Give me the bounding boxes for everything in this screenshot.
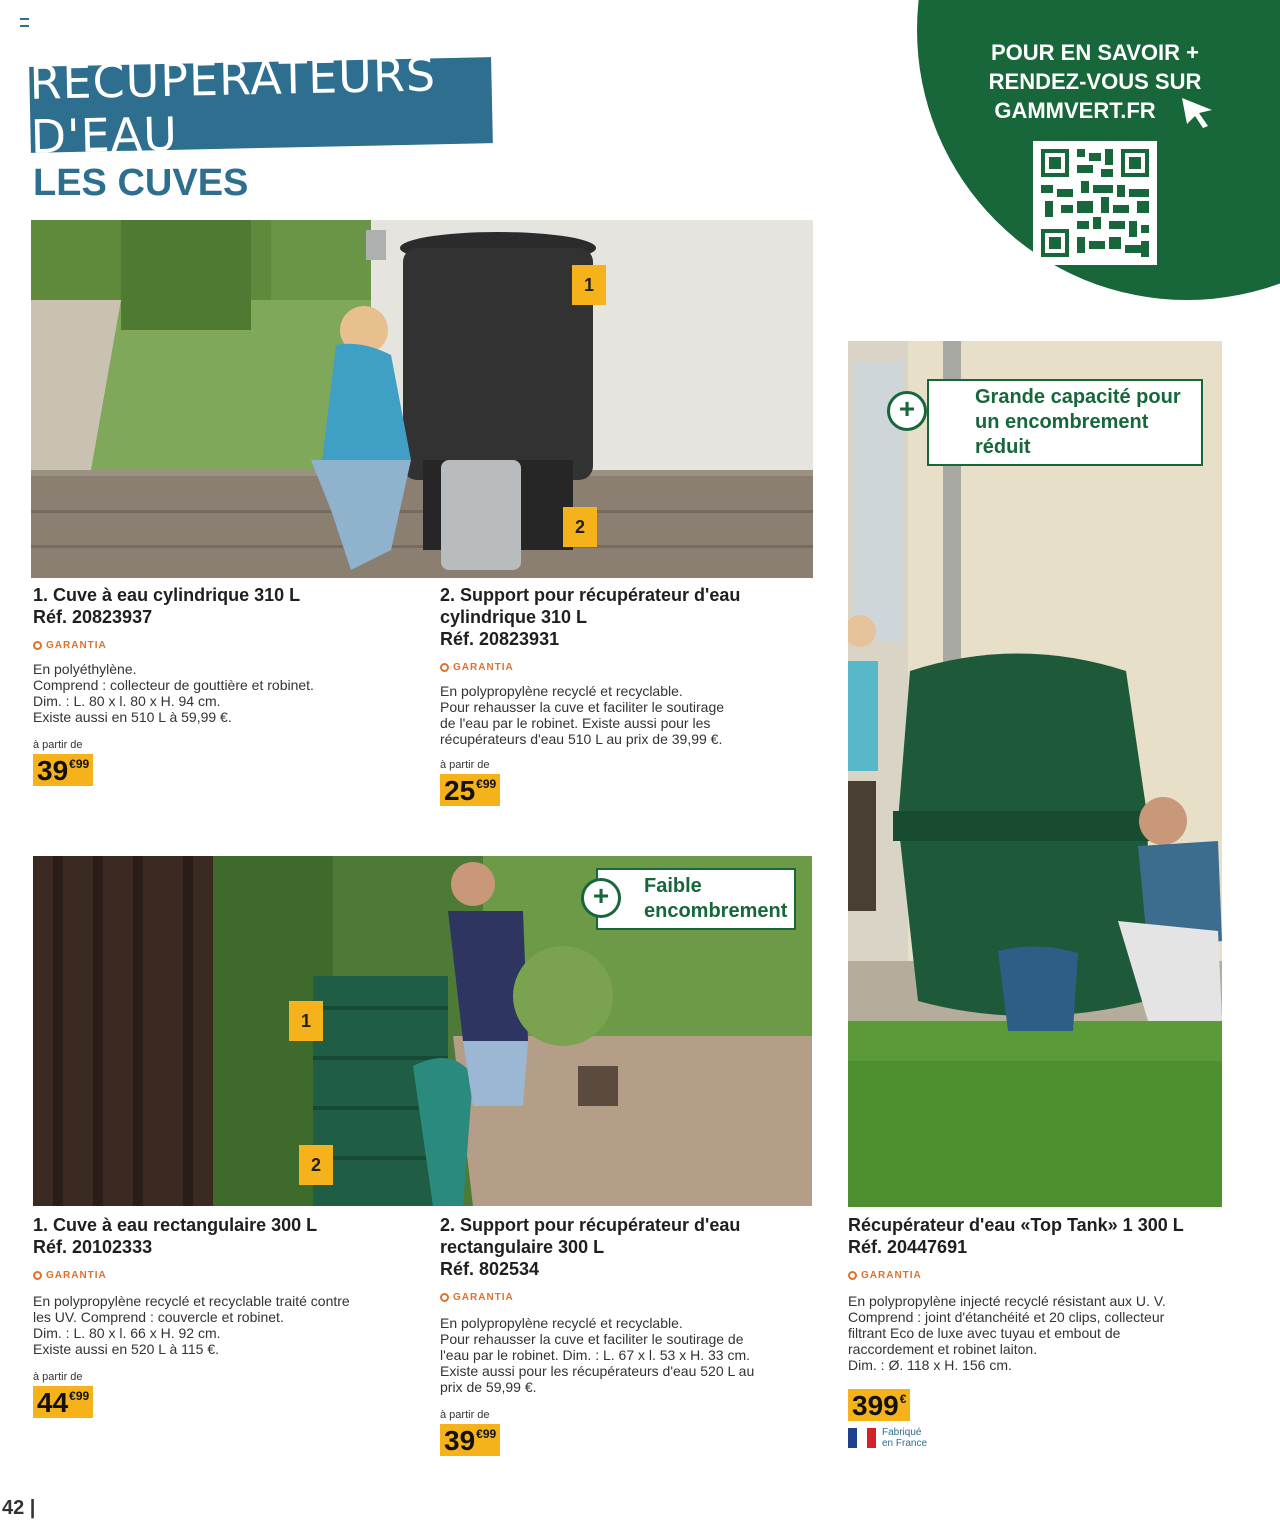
product-title: 1. Cuve à eau cylindrique 310 L [33, 585, 301, 605]
photo2-badge-1: 1 [289, 1001, 323, 1041]
price-sup: €99 [69, 1389, 90, 1403]
photo2-badge-2: 2 [299, 1145, 333, 1185]
product-description: En polypropylène recyclé et recyclable traité contre les UV. Comprend : couvercle et robinet. Dim. : L. 80 x l. 66 x H. 92 cm. Existe aussi en 520 L à 115 €. [33, 1293, 350, 1357]
price-sup: €99 [69, 757, 90, 771]
product-description: En polypropylène injecté recyclé résistant aux U. V. Comprend : joint d'étanchéité et 20 clips, collecteur filtrant Eco de luxe avec tuyau et embout de raccordement et robinet laiton. Dim. : Ø. 118 x H. 156 cm. [848, 1293, 1166, 1373]
guarantee-badge [33, 640, 413, 651]
banner-title-box [28, 47, 493, 164]
top-left-mark [20, 18, 29, 27]
cursor-arrow-icon [1178, 94, 1218, 130]
product-ref: Réf. 20447691 [848, 1237, 968, 1257]
guarantee-badge [848, 1270, 1248, 1281]
guarantee-label: GARANTIA [46, 640, 107, 651]
product-card [33, 1214, 418, 1418]
price-main: 39 [444, 1425, 476, 1456]
banner-title: RÉCUPERATEURS D'EAU [28, 47, 437, 164]
price-sup: € [899, 1392, 907, 1406]
price-from-label: à partir de [440, 759, 490, 771]
product-price [848, 1389, 910, 1421]
product-ref: Réf. 20102333 [33, 1237, 153, 1257]
product-description: En polypropylène recyclé et recyclable. Pour rehausser la cuve et faciliter le soutirage de l'eau par le robinet. Existe aussi pour les récupérateurs d'eau 510 L au prix de 39,99 €. [440, 683, 725, 747]
product-title: 2. Support pour récupérateur d'eau cylindrique 310 L [440, 585, 741, 627]
promo-line-1: POUR EN SAVOIR + [990, 40, 1200, 65]
product-title: 2. Support pour récupérateur d'eau rectangulaire 300 L [440, 1215, 741, 1257]
guarantee-icon [848, 1271, 857, 1280]
guarantee-badge [33, 1270, 418, 1281]
price-sup: €99 [476, 1427, 497, 1441]
photo-cylindrical-tank [31, 220, 813, 578]
guarantee-icon [33, 1271, 42, 1280]
product-description: En polyéthylène. Comprend : collecteur de gouttière et robinet. Dim. : L. 80 x l. 80 x H. 94 cm. Existe aussi en 510 L à 59,99 €. [33, 661, 314, 725]
price-main: 399 [852, 1390, 899, 1421]
section-title: LES CUVES [33, 162, 249, 204]
product-price [33, 1386, 93, 1418]
product-card [33, 584, 413, 786]
product-ref: Réf. 20823937 [33, 607, 153, 627]
price-sup: €99 [476, 777, 497, 791]
price-from-label: à partir de [440, 1409, 490, 1421]
made-in-line-2: en France [882, 1438, 928, 1449]
product-card [848, 1214, 1248, 1449]
product-title: 1. Cuve à eau rectangulaire 300 L [33, 1215, 318, 1235]
callout-text: Grande capacité pour un encombrement réduit [975, 386, 1181, 458]
plus-circle-icon: + [581, 878, 621, 918]
price-from-label: à partir de [33, 1371, 83, 1383]
callout-text: Faible encombrement [644, 875, 788, 922]
callout-large-capacity [927, 379, 1203, 466]
promo-line-2: RENDEZ-VOUS SUR [988, 69, 1202, 94]
guarantee-icon [440, 663, 449, 672]
guarantee-badge [440, 662, 820, 673]
qr-code-pattern [1033, 141, 1157, 265]
product-description: En polypropylène recyclé et recyclable. Pour rehausser la cuve et faciliter le soutirage de l'eau par le robinet. Dim. : L. 67 x l. 53 x H. 33 cm. Existe aussi pour les récupérateurs d'eau 520 L au prix de 59,99 €. [440, 1315, 755, 1395]
france-flag-icon [848, 1428, 876, 1448]
callout-small-footprint [596, 868, 796, 930]
price-from-label: à partir de [33, 739, 83, 751]
product-title: Récupérateur d'eau «Top Tank» 1 300 L [848, 1215, 1184, 1235]
price-main: 25 [444, 775, 476, 806]
product-card [440, 584, 820, 806]
guarantee-badge [440, 1292, 825, 1303]
guarantee-icon [33, 641, 42, 650]
product-ref: Réf. 802534 [440, 1259, 540, 1279]
product-card [440, 1214, 825, 1456]
product-price [33, 754, 93, 786]
product-price [440, 1424, 500, 1456]
guarantee-icon [440, 1293, 449, 1302]
made-in-line-1: Fabriqué [882, 1427, 922, 1438]
price-main: 44 [37, 1387, 69, 1418]
photo1-badge-1: 1 [572, 265, 606, 305]
page-number: 42 | [2, 1497, 36, 1519]
plus-circle-icon: + [887, 391, 927, 431]
product-ref: Réf. 20823931 [440, 629, 560, 649]
guarantee-label: GARANTIA [861, 1270, 922, 1281]
photo-top-tank [848, 341, 1222, 1207]
guarantee-label: GARANTIA [46, 1270, 107, 1281]
guarantee-label: GARANTIA [453, 1292, 514, 1303]
product-price [440, 774, 500, 806]
guarantee-label: GARANTIA [453, 662, 514, 673]
price-main: 39 [37, 755, 69, 786]
photo1-badge-2: 2 [563, 507, 597, 547]
promo-line-3: GAMMVERT.FR [994, 98, 1156, 123]
made-in-france [848, 1427, 1248, 1449]
qr-code[interactable] [1033, 141, 1157, 265]
